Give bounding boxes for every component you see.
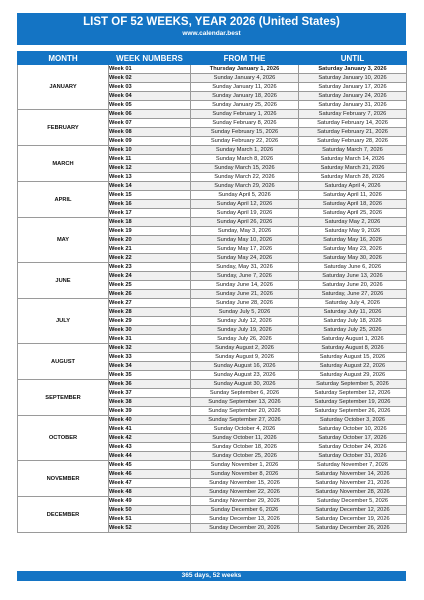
week-start-cell: Sunday April 5, 2026 xyxy=(191,191,299,200)
week-number-cell: Week 21 xyxy=(109,245,191,254)
week-number-cell: Week 44 xyxy=(109,452,191,461)
week-number-cell: Week 17 xyxy=(109,209,191,218)
month-cell: DECEMBER xyxy=(18,497,109,533)
week-end-cell: Saturday June 6, 2026 xyxy=(299,263,407,272)
week-end-cell: Saturday March 7, 2026 xyxy=(299,146,407,155)
week-start-cell: Sunday August 30, 2026 xyxy=(191,380,299,389)
column-header-until: UNTIL xyxy=(299,52,407,65)
week-start-cell: Sunday March 22, 2026 xyxy=(191,173,299,182)
week-end-cell: Saturday December 12, 2026 xyxy=(299,506,407,515)
week-end-cell: Saturday January 17, 2026 xyxy=(299,83,407,92)
week-number-cell: Week 45 xyxy=(109,461,191,470)
table-row xyxy=(18,218,407,227)
week-number-cell: Week 01 xyxy=(109,65,191,74)
week-number-cell: Week 09 xyxy=(109,137,191,146)
table-row xyxy=(18,146,407,155)
week-number-cell: Week 35 xyxy=(109,371,191,380)
week-number-cell: Week 22 xyxy=(109,254,191,263)
week-end-cell: Saturday October 17, 2026 xyxy=(299,434,407,443)
week-start-cell: Sunday November 8, 2026 xyxy=(191,470,299,479)
site-url: www.calendar.best xyxy=(182,30,241,37)
week-number-cell: Week 16 xyxy=(109,200,191,209)
month-cell: JULY xyxy=(18,299,109,344)
week-end-cell: Saturday March 21, 2026 xyxy=(299,164,407,173)
week-end-cell: Saturday, June 27, 2026 xyxy=(299,290,407,299)
week-number-cell: Week 27 xyxy=(109,299,191,308)
week-start-cell: Sunday February 1, 2026 xyxy=(191,110,299,119)
column-header-month: MONTH xyxy=(18,52,109,65)
week-number-cell: Week 37 xyxy=(109,389,191,398)
week-number-cell: Week 08 xyxy=(109,128,191,137)
week-number-cell: Week 26 xyxy=(109,290,191,299)
month-cell: SEPTEMBER xyxy=(18,380,109,416)
week-end-cell: Saturday February 28, 2026 xyxy=(299,137,407,146)
week-start-cell: Sunday, May 31, 2026 xyxy=(191,263,299,272)
week-end-cell: Saturday October 31, 2026 xyxy=(299,452,407,461)
week-number-cell: Week 15 xyxy=(109,191,191,200)
week-start-cell: Sunday January 11, 2026 xyxy=(191,83,299,92)
week-end-cell: Saturday August 8, 2026 xyxy=(299,344,407,353)
table-header-row xyxy=(18,52,407,65)
table-body xyxy=(18,65,407,533)
week-number-cell: Week 13 xyxy=(109,173,191,182)
week-end-cell: Saturday February 21, 2026 xyxy=(299,128,407,137)
month-cell: APRIL xyxy=(18,182,109,218)
week-end-cell: Saturday January 31, 2026 xyxy=(299,101,407,110)
month-cell: AUGUST xyxy=(18,344,109,380)
week-end-cell: Saturday July 4, 2026 xyxy=(299,299,407,308)
week-start-cell: Sunday June 28, 2026 xyxy=(191,299,299,308)
table-row xyxy=(18,344,407,353)
week-end-cell: Saturday March 14, 2026 xyxy=(299,155,407,164)
week-start-cell: Sunday February 8, 2026 xyxy=(191,119,299,128)
week-start-cell: Sunday, June 7, 2026 xyxy=(191,272,299,281)
week-start-cell: Sunday March 15, 2026 xyxy=(191,164,299,173)
week-start-cell: Sunday August 9, 2026 xyxy=(191,353,299,362)
table-row xyxy=(18,263,407,272)
week-start-cell: Sunday August 23, 2026 xyxy=(191,371,299,380)
week-start-cell: Sunday October 25, 2026 xyxy=(191,452,299,461)
week-end-cell: Saturday July 25, 2026 xyxy=(299,326,407,335)
week-end-cell: Saturday December 5, 2026 xyxy=(299,497,407,506)
week-number-cell: Week 34 xyxy=(109,362,191,371)
week-end-cell: Saturday May 2, 2026 xyxy=(299,218,407,227)
week-start-cell: Sunday April 26, 2026 xyxy=(191,218,299,227)
week-end-cell: Saturday September 19, 2026 xyxy=(299,398,407,407)
week-number-cell: Week 25 xyxy=(109,281,191,290)
weeks-table xyxy=(17,51,407,533)
week-number-cell: Week 29 xyxy=(109,317,191,326)
week-number-cell: Week 06 xyxy=(109,110,191,119)
week-number-cell: Week 05 xyxy=(109,101,191,110)
table-row xyxy=(18,461,407,470)
week-end-cell: Saturday May 16, 2026 xyxy=(299,236,407,245)
week-start-cell: Sunday February 15, 2026 xyxy=(191,128,299,137)
month-cell: JANUARY xyxy=(18,65,109,110)
week-number-cell: Week 51 xyxy=(109,515,191,524)
week-start-cell: Sunday, May 3, 2026 xyxy=(191,227,299,236)
week-end-cell: Saturday January 10, 2026 xyxy=(299,74,407,83)
week-end-cell: Saturday April 11, 2026 xyxy=(299,191,407,200)
week-start-cell: Sunday October 18, 2026 xyxy=(191,443,299,452)
month-cell: JUNE xyxy=(18,263,109,299)
month-cell: NOVEMBER xyxy=(18,461,109,497)
week-number-cell: Week 18 xyxy=(109,218,191,227)
week-end-cell: Saturday November 7, 2026 xyxy=(299,461,407,470)
week-start-cell: Sunday July 5, 2026 xyxy=(191,308,299,317)
week-end-cell: Saturday February 7, 2026 xyxy=(299,110,407,119)
week-end-cell: Saturday January 3, 2026 xyxy=(299,65,407,74)
week-end-cell: Saturday October 24, 2026 xyxy=(299,443,407,452)
week-start-cell: Sunday March 1, 2026 xyxy=(191,146,299,155)
week-end-cell: Saturday December 19, 2026 xyxy=(299,515,407,524)
week-number-cell: Week 02 xyxy=(109,74,191,83)
week-number-cell: Week 42 xyxy=(109,434,191,443)
week-end-cell: Saturday July 11, 2026 xyxy=(299,308,407,317)
week-start-cell: Thursday January 1, 2026 xyxy=(191,65,299,74)
week-start-cell: Sunday January 25, 2026 xyxy=(191,101,299,110)
week-start-cell: Sunday September 27, 2026 xyxy=(191,416,299,425)
week-end-cell: Saturday January 24, 2026 xyxy=(299,92,407,101)
week-start-cell: Sunday September 6, 2026 xyxy=(191,389,299,398)
week-end-cell: Saturday October 3, 2026 xyxy=(299,416,407,425)
week-end-cell: Saturday September 12, 2026 xyxy=(299,389,407,398)
week-number-cell: Week 48 xyxy=(109,488,191,497)
week-start-cell: Sunday October 11, 2026 xyxy=(191,434,299,443)
week-start-cell: Sunday March 8, 2026 xyxy=(191,155,299,164)
week-start-cell: Sunday March 29, 2026 xyxy=(191,182,299,191)
week-number-cell: Week 52 xyxy=(109,524,191,533)
week-end-cell: Saturday October 10, 2026 xyxy=(299,425,407,434)
week-number-cell: Week 12 xyxy=(109,164,191,173)
week-start-cell: Sunday May 10, 2026 xyxy=(191,236,299,245)
week-end-cell: Saturday November 14, 2026 xyxy=(299,470,407,479)
week-start-cell: Sunday September 20, 2026 xyxy=(191,407,299,416)
table-row xyxy=(18,380,407,389)
week-end-cell: Saturday November 21, 2026 xyxy=(299,479,407,488)
week-start-cell: Sunday April 12, 2026 xyxy=(191,200,299,209)
month-cell: OCTOBER xyxy=(18,416,109,461)
table-row xyxy=(18,299,407,308)
week-start-cell: Sunday January 18, 2026 xyxy=(191,92,299,101)
week-start-cell: Sunday November 15, 2026 xyxy=(191,479,299,488)
week-number-cell: Week 11 xyxy=(109,155,191,164)
week-start-cell: Sunday October 4, 2026 xyxy=(191,425,299,434)
week-end-cell: Saturday February 14, 2026 xyxy=(299,119,407,128)
week-end-cell: Saturday September 26, 2026 xyxy=(299,407,407,416)
week-end-cell: Saturday September 5, 2026 xyxy=(299,380,407,389)
week-number-cell: Week 07 xyxy=(109,119,191,128)
page-title: LIST OF 52 WEEKS, YEAR 2026 (United States) xyxy=(83,16,340,28)
week-start-cell: Sunday September 13, 2026 xyxy=(191,398,299,407)
column-header-from: FROM THE xyxy=(191,52,299,65)
week-number-cell: Week 38 xyxy=(109,398,191,407)
week-start-cell: Sunday May 17, 2026 xyxy=(191,245,299,254)
table-row xyxy=(18,110,407,119)
month-cell: FEBRUARY xyxy=(18,110,109,146)
week-number-cell: Week 33 xyxy=(109,353,191,362)
week-number-cell: Week 40 xyxy=(109,416,191,425)
week-number-cell: Week 39 xyxy=(109,407,191,416)
week-number-cell: Week 50 xyxy=(109,506,191,515)
week-number-cell: Week 10 xyxy=(109,146,191,155)
week-start-cell: Sunday December 6, 2026 xyxy=(191,506,299,515)
week-number-cell: Week 20 xyxy=(109,236,191,245)
week-end-cell: Saturday July 18, 2026 xyxy=(299,317,407,326)
week-start-cell: Sunday August 2, 2026 xyxy=(191,344,299,353)
table-row xyxy=(18,416,407,425)
week-number-cell: Week 23 xyxy=(109,263,191,272)
week-end-cell: Saturday May 9, 2026 xyxy=(299,227,407,236)
week-start-cell: Sunday May 24, 2026 xyxy=(191,254,299,263)
week-end-cell: Saturday April 18, 2026 xyxy=(299,200,407,209)
week-end-cell: Saturday May 30, 2026 xyxy=(299,254,407,263)
week-number-cell: Week 19 xyxy=(109,227,191,236)
week-end-cell: Saturday June 13, 2026 xyxy=(299,272,407,281)
week-number-cell: Week 36 xyxy=(109,380,191,389)
week-start-cell: Sunday December 20, 2026 xyxy=(191,524,299,533)
week-start-cell: Sunday February 22, 2026 xyxy=(191,137,299,146)
header-banner xyxy=(17,13,406,45)
week-end-cell: Saturday August 1, 2026 xyxy=(299,335,407,344)
week-end-cell: Saturday November 28, 2026 xyxy=(299,488,407,497)
week-start-cell: Sunday July 19, 2026 xyxy=(191,326,299,335)
week-end-cell: Saturday December 26, 2026 xyxy=(299,524,407,533)
week-number-cell: Week 24 xyxy=(109,272,191,281)
table-row xyxy=(18,65,407,74)
week-number-cell: Week 41 xyxy=(109,425,191,434)
week-end-cell: Saturday August 22, 2026 xyxy=(299,362,407,371)
week-start-cell: Sunday June 14, 2026 xyxy=(191,281,299,290)
week-start-cell: Sunday August 16, 2026 xyxy=(191,362,299,371)
week-number-cell: Week 46 xyxy=(109,470,191,479)
week-number-cell: Week 31 xyxy=(109,335,191,344)
week-number-cell: Week 28 xyxy=(109,308,191,317)
week-start-cell: Sunday July 26, 2026 xyxy=(191,335,299,344)
week-end-cell: Saturday August 29, 2026 xyxy=(299,371,407,380)
week-end-cell: Saturday June 20, 2026 xyxy=(299,281,407,290)
week-start-cell: Sunday December 13, 2026 xyxy=(191,515,299,524)
week-start-cell: Sunday April 19, 2026 xyxy=(191,209,299,218)
week-number-cell: Week 47 xyxy=(109,479,191,488)
week-start-cell: Sunday July 12, 2026 xyxy=(191,317,299,326)
week-end-cell: Saturday April 25, 2026 xyxy=(299,209,407,218)
table-row xyxy=(18,497,407,506)
week-end-cell: Saturday May 23, 2026 xyxy=(299,245,407,254)
week-number-cell: Week 03 xyxy=(109,83,191,92)
week-start-cell: Sunday January 4, 2026 xyxy=(191,74,299,83)
week-number-cell: Week 04 xyxy=(109,92,191,101)
week-end-cell: Saturday August 15, 2026 xyxy=(299,353,407,362)
column-header-week: WEEK NUMBERS xyxy=(109,52,191,65)
week-number-cell: Week 30 xyxy=(109,326,191,335)
week-number-cell: Week 43 xyxy=(109,443,191,452)
week-start-cell: Sunday November 22, 2026 xyxy=(191,488,299,497)
week-number-cell: Week 14 xyxy=(109,182,191,191)
week-start-cell: Sunday November 29, 2026 xyxy=(191,497,299,506)
table-row xyxy=(18,182,407,191)
month-cell: MAY xyxy=(18,218,109,263)
month-cell: MARCH xyxy=(18,146,109,182)
week-end-cell: Saturday April 4, 2026 xyxy=(299,182,407,191)
week-start-cell: Sunday June 21, 2026 xyxy=(191,290,299,299)
week-number-cell: Week 49 xyxy=(109,497,191,506)
week-end-cell: Saturday March 28, 2026 xyxy=(299,173,407,182)
week-number-cell: Week 32 xyxy=(109,344,191,353)
week-start-cell: Sunday November 1, 2026 xyxy=(191,461,299,470)
footer-summary: 365 days, 52 weeks xyxy=(17,571,406,581)
